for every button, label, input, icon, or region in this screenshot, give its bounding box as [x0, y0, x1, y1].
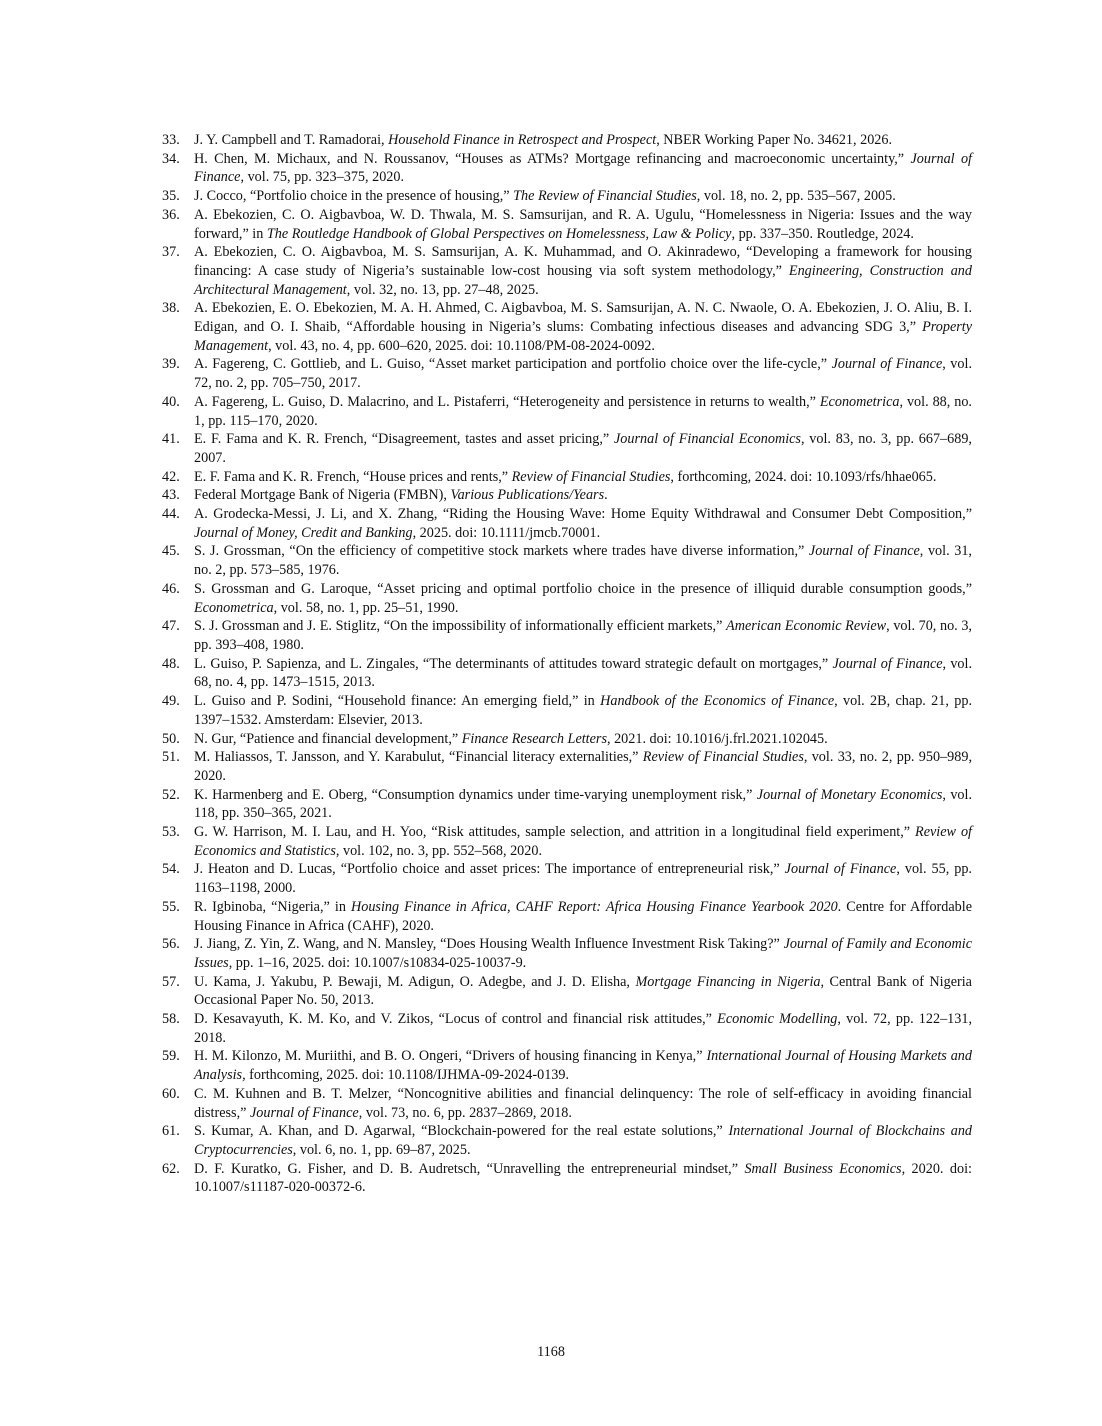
reference-source-title: The Routledge Handbook of Global Perspectives on Homelessness, Law & Policy: [266, 225, 732, 242]
reference-item: [162, 468, 972, 487]
reference-segment: , 2021. doi: 10.1016/j.frl.2021.102045.: [606, 730, 828, 747]
reference-segment: J. Y. Campbell and T. Ramadorai,: [194, 132, 389, 148]
reference-segment: , vol. 102, no. 3, pp. 552–568, 2020.: [335, 842, 542, 859]
reference-segment: , vol. 18, no. 2, pp. 535–567, 2005.: [696, 188, 896, 205]
reference-segment: , forthcoming, 2025. doi: 10.1108/IJHMA-09-2024-0139.: [242, 1067, 570, 1084]
reference-segment: L. Guiso, P. Sapienza, and L. Zingales, “The determinants of attitudes toward strategic default on mortgages,”: [194, 655, 833, 672]
reference-text: [194, 505, 972, 542]
reference-segment: A. Ebekozien, C. O. Aigbavboa, W. D. Thwala, M. S. Samsurijan, and R. A. Ugulu, “Homelessness in Nigeria: Issues and the way forward,” in: [194, 206, 972, 242]
reference-number: 54.: [162, 861, 180, 878]
reference-source-title: Journal of Finance: [249, 1104, 359, 1121]
reference-text: [194, 898, 972, 935]
reference-source-title: Econometrica: [194, 599, 274, 616]
reference-text: [194, 206, 972, 243]
reference-segment: A. Ebekozien, E. O. Ebekozien, M. A. H. Ahmed, C. Aigbavboa, M. S. Samsurijan, A. N. C. Nwaole, O. A. Ebekozien, J. O. Aliu, B. I. Edigan, and O. I. Shaib, “Affordable housing in Nigeria’s slums: Combating infectious diseases and advancing SDG 3,”: [194, 300, 972, 336]
reference-number: 46.: [162, 580, 180, 597]
reference-segment: , vol. 6, no. 1, pp. 69–87, 2025.: [292, 1141, 471, 1158]
reference-number: 61.: [162, 1123, 180, 1140]
reference-segment: , vol. 75, pp. 323–375, 2020.: [240, 169, 405, 186]
reference-number: 58.: [162, 1011, 180, 1028]
reference-number: 53.: [162, 824, 180, 841]
page-number: 1168: [537, 1344, 565, 1360]
reference-item: [162, 748, 972, 785]
reference-segment: , vol. 43, no. 4, pp. 600–620, 2025. doi: 10.1108/PM-08-2024-0092.: [268, 337, 655, 354]
reference-item: [162, 1085, 972, 1122]
reference-segment: , vol. 72, no. 2, pp. 705–750, 2017.: [194, 356, 972, 392]
reference-text: [194, 730, 972, 749]
reference-text: [194, 393, 972, 430]
reference-item: [162, 187, 972, 206]
reference-segment: , Central Bank of Nigeria Occasional Paper No. 50, 2013.: [194, 973, 972, 1009]
reference-number: 45.: [162, 543, 180, 560]
reference-segment: , vol. 72, pp. 122–131, 2018.: [194, 1011, 972, 1046]
reference-text: [194, 1160, 972, 1197]
reference-segment: E. F. Fama and K. R. French, “Disagreement, tastes and asset pricing,”: [194, 431, 614, 448]
reference-number: 49.: [162, 693, 180, 710]
reference-segment: , 2025. doi: 10.1111/jmcb.70001.: [412, 524, 601, 541]
reference-segment: , pp. 337–350. Routledge, 2024.: [731, 225, 914, 242]
reference-source-title: International Journal of Housing Markets and Analysis: [194, 1048, 972, 1084]
reference-item: [162, 580, 972, 617]
reference-number: 48.: [162, 655, 180, 672]
reference-segment: , vol. 83, no. 3, pp. 667–689, 2007.: [194, 431, 972, 466]
reference-list: [162, 131, 972, 1197]
reference-number: 40.: [162, 393, 180, 410]
reference-source-title: Journal of Finance: [831, 356, 943, 373]
reference-number: 62.: [162, 1160, 180, 1177]
reference-source-title: Mortgage Financing in Nigeria: [635, 973, 821, 990]
reference-segment: U. Kama, J. Yakubu, P. Bewaji, M. Adigun, O. Adegbe, and J. D. Elisha,: [194, 973, 636, 990]
reference-segment: N. Gur, “Patience and financial development,”: [194, 730, 462, 747]
reference-segment: , vol. 2B, chap. 21, pp. 1397–1532. Amsterdam: Elsevier, 2013.: [194, 693, 972, 728]
reference-item: [162, 393, 972, 430]
reference-text: [194, 355, 972, 392]
reference-source-title: Handbook of the Economics of Finance: [600, 693, 835, 710]
reference-segment: , vol. 70, no. 3, pp. 393–408, 1980.: [194, 618, 972, 653]
reference-number: 50.: [162, 730, 180, 747]
reference-segment: S. J. Grossman, “On the efficiency of competitive stock markets where trades have diverse information,”: [194, 543, 809, 560]
reference-source-title: Review of Economics and Statistics: [194, 824, 972, 859]
reference-segment: G. W. Harrison, M. I. Lau, and H. Yoo, “Risk attitudes, sample selection, and attrition in a longitudinal field experiment,”: [194, 824, 916, 841]
reference-segment: M. Haliassos, T. Jansson, and Y. Karabulut, “Financial literacy externalities,”: [194, 749, 643, 766]
reference-segment: R. Igbinoba, “Nigeria,” in: [194, 898, 351, 915]
reference-number: 43.: [162, 487, 180, 504]
reference-number: 33.: [162, 132, 180, 148]
reference-text: [194, 692, 972, 729]
reference-segment: J. Heaton and D. Lucas, “Portfolio choice and asset prices: The importance of entrepreneurial risk,”: [194, 861, 785, 878]
reference-segment: , vol. 31, no. 2, pp. 573–585, 1976.: [194, 543, 972, 579]
reference-item: [162, 355, 972, 392]
reference-number: 41.: [162, 431, 180, 448]
reference-item: [162, 131, 972, 150]
reference-item: [162, 617, 972, 654]
reference-segment: , vol. 88, no. 1, pp. 115–170, 2020.: [194, 393, 972, 429]
reference-number: 37.: [162, 244, 180, 261]
reference-segment: A. Fagereng, L. Guiso, D. Malacrino, and L. Pistaferri, “Heterogeneity and persistence in returns to wealth,”: [194, 393, 820, 410]
reference-source-title: Property Management: [194, 319, 972, 354]
reference-text: [194, 131, 972, 150]
reference-segment: Federal Mortgage Bank of Nigeria (FMBN),: [194, 487, 451, 504]
reference-segment: H. M. Kilonzo, M. Muriithi, and B. O. Ongeri, “Drivers of housing financing in Kenya,”: [194, 1048, 707, 1065]
reference-text: [194, 935, 972, 972]
reference-source-title: Various Publications/Years: [450, 487, 605, 504]
reference-item: [162, 1122, 972, 1159]
reference-segment: L. Guiso and P. Sodini, “Household finance: An emerging field,” in: [194, 693, 601, 710]
reference-number: 35.: [162, 188, 180, 205]
reference-source-title: Journal of Money, Credit and Banking: [194, 524, 413, 541]
reference-item: [162, 823, 972, 860]
reference-source-title: International Journal of Blockchains and Cryptocurrencies: [194, 1123, 973, 1158]
reference-item: [162, 542, 972, 579]
reference-source-title: Housing Finance in Africa, CAHF Report: Africa Housing Finance Yearbook 2020: [351, 898, 838, 915]
reference-number: 39.: [162, 356, 180, 373]
reference-text: [194, 580, 972, 617]
reference-item: [162, 243, 972, 299]
reference-text: [194, 860, 972, 897]
reference-number: 36.: [162, 206, 180, 223]
reference-segment: , forthcoming, 2024. doi: 10.1093/rfs/hhae065.: [670, 468, 937, 485]
reference-segment: , vol. 32, no. 13, pp. 27–48, 2025.: [346, 281, 539, 298]
reference-source-title: Journal of Finance: [832, 655, 943, 672]
reference-segment: .: [604, 487, 608, 504]
reference-source-title: American Economic Review: [726, 618, 887, 635]
reference-segment: J. Cocco, “Portfolio choice in the presence of housing,”: [194, 188, 514, 205]
reference-segment: H. Chen, M. Michaux, and N. Roussanov, “Houses as ATMs? Mortgage refinancing and macroeconomic uncertainty,”: [194, 150, 911, 167]
reference-item: [162, 486, 972, 505]
reference-number: 52.: [162, 786, 180, 803]
reference-item: [162, 730, 972, 749]
reference-segment: A. Fagereng, C. Gottlieb, and L. Guiso, “Asset market participation and portfolio choice over the life-cycle,”: [194, 356, 832, 373]
reference-number: 44.: [162, 506, 180, 523]
reference-source-title: Journal of Finance: [808, 543, 920, 560]
reference-source-title: Small Business Economics: [744, 1160, 902, 1177]
reference-item: [162, 299, 972, 355]
reference-text: [194, 786, 972, 823]
reference-item: [162, 206, 972, 243]
reference-source-title: Review of Financial Studies: [642, 749, 804, 766]
reference-item: [162, 430, 972, 467]
reference-source-title: Economic Modelling: [717, 1011, 838, 1028]
reference-segment: D. Kesavayuth, K. M. Ko, and V. Zikos, “Locus of control and financial risk attitudes,”: [194, 1011, 718, 1028]
reference-text: [194, 150, 972, 187]
reference-source-title: Journal of Finance: [784, 861, 897, 878]
reference-item: [162, 655, 972, 692]
reference-text: [194, 187, 972, 206]
reference-segment: K. Harmenberg and E. Oberg, “Consumption dynamics under time-varying unemployment risk,”: [194, 786, 757, 803]
reference-number: 55.: [162, 898, 180, 915]
reference-number: 38.: [162, 300, 180, 317]
reference-segment: , 2020. doi: 10.1007/s11187-020-00372-6.: [194, 1160, 972, 1196]
reference-segment: , pp. 1–16, 2025. doi: 10.1007/s10834-025-10037-9.: [228, 954, 527, 971]
reference-number: 34.: [162, 150, 180, 167]
reference-text: [194, 1010, 972, 1047]
reference-item: [162, 505, 972, 542]
reference-number: 56.: [162, 936, 180, 953]
reference-segment: J. Jiang, Z. Yin, Z. Wang, and N. Mansley, “Does Housing Wealth Influence Investment Risk Taking?”: [194, 936, 784, 953]
reference-number: 51.: [162, 749, 180, 766]
reference-text: [194, 430, 972, 467]
reference-item: [162, 898, 972, 935]
reference-text: [194, 823, 972, 860]
reference-number: 42.: [162, 468, 180, 485]
reference-segment: S. J. Grossman and J. E. Stiglitz, “On the impossibility of informationally efficient markets,”: [194, 618, 727, 635]
reference-number: 47.: [162, 618, 180, 635]
reference-segment: D. F. Kuratko, G. Fisher, and D. B. Audretsch, “Unravelling the entrepreneurial mindset,”: [194, 1160, 745, 1177]
reference-source-title: Journal of Family and Economic Issues: [194, 936, 972, 971]
reference-text: [194, 655, 972, 692]
reference-segment: . Centre for Affordable Housing Finance in Africa (CAHF), 2020.: [194, 898, 972, 934]
reference-text: [194, 1047, 972, 1084]
reference-number: 57.: [162, 973, 180, 990]
reference-segment: S. Kumar, A. Khan, and D. Agarwal, “Blockchain-powered for the real estate solutions,”: [194, 1123, 729, 1140]
reference-text: [194, 973, 972, 1010]
reference-segment: S. Grossman and G. Laroque, “Asset pricing and optimal portfolio choice in the presence of illiquid durable consumption goods,”: [194, 580, 972, 597]
reference-text: [194, 617, 972, 654]
reference-item: [162, 692, 972, 729]
reference-number: 60.: [162, 1085, 180, 1102]
reference-item: [162, 935, 972, 972]
reference-source-title: Review of Financial Studies: [511, 468, 671, 485]
reference-source-title: The Review of Financial Studies: [513, 188, 697, 205]
reference-source-title: Journal of Finance: [194, 150, 972, 186]
reference-source-title: Engineering, Construction and Architectural Management: [194, 262, 972, 298]
reference-item: [162, 1160, 972, 1197]
reference-text: [194, 1085, 972, 1122]
reference-segment: , vol. 118, pp. 350–365, 2021.: [194, 786, 973, 822]
reference-source-title: Journal of Monetary Economics: [756, 786, 943, 803]
reference-text: [194, 748, 972, 785]
reference-item: [162, 1010, 972, 1047]
reference-segment: A. Ebekozien, C. O. Aigbavboa, M. S. Samsurijan, A. K. Muhammad, and O. Akinradewo, “Developing a framework for housing financing: A case study of Nigeria’s sustainable low-cost housing via soft system methodology,”: [194, 244, 972, 279]
reference-segment: E. F. Fama and K. R. French, “House prices and rents,”: [194, 468, 512, 485]
reference-segment: , vol. 58, no. 1, pp. 25–51, 1990.: [273, 599, 459, 616]
reference-segment: , vol. 55, pp. 1163–1198, 2000.: [194, 861, 972, 897]
reference-source-title: Journal of Financial Economics: [614, 431, 801, 448]
reference-item: [162, 860, 972, 897]
reference-source-title: Finance Research Letters: [461, 730, 607, 747]
reference-segment: C. M. Kuhnen and B. T. Melzer, “Noncognitive abilities and financial delinquency: The role of self-efficacy in avoiding financial distress,”: [194, 1085, 972, 1121]
reference-segment: , vol. 73, no. 6, pp. 2837–2869, 2018.: [358, 1104, 572, 1121]
reference-item: [162, 150, 972, 187]
reference-source-title: Household Finance in Retrospect and Prospect: [388, 132, 657, 148]
reference-item: [162, 1047, 972, 1084]
reference-item: [162, 973, 972, 1010]
reference-text: [194, 1122, 972, 1159]
reference-text: [194, 243, 972, 299]
reference-text: [194, 299, 972, 355]
reference-segment: , vol. 33, no. 2, pp. 950–989, 2020.: [194, 749, 972, 784]
reference-segment: , NBER Working Paper No. 34621, 2026.: [656, 132, 893, 148]
reference-text: [194, 486, 972, 505]
reference-text: [194, 542, 972, 579]
reference-segment: , vol. 68, no. 4, pp. 1473–1515, 2013.: [194, 655, 972, 691]
reference-number: 59.: [162, 1048, 180, 1065]
reference-source-title: Econometrica: [819, 393, 900, 410]
reference-item: [162, 786, 972, 823]
reference-text: [194, 468, 972, 487]
reference-segment: A. Grodecka-Messi, J. Li, and X. Zhang, “Riding the Housing Wave: Home Equity Withdrawal and Consumer Debt Composition,”: [194, 506, 972, 523]
